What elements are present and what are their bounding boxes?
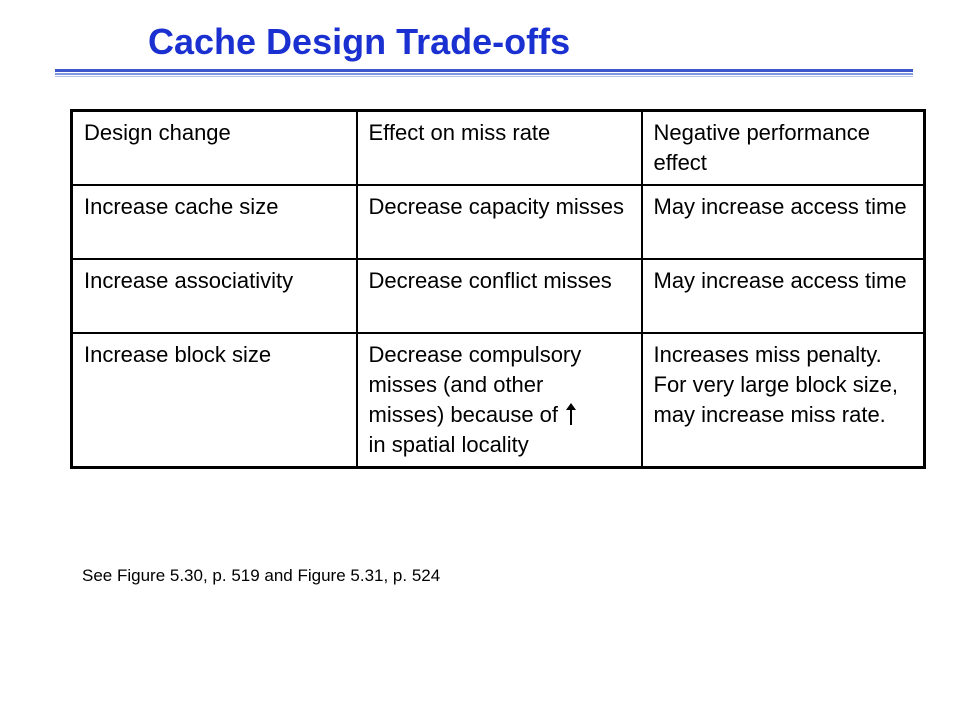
title-underline [55, 69, 913, 72]
figure-reference-note: See Figure 5.30, p. 519 and Figure 5.31, p. 524 [82, 566, 441, 585]
header-design-change: Design change [72, 111, 357, 186]
cell-negative-effect: May increase access time [642, 259, 925, 333]
cell-negative-effect: Increases miss penalty. For very large block size, may increase miss rate. [642, 333, 925, 468]
cell-design-change: Increase cache size [72, 185, 357, 259]
effect-line-3: misses) because of [368, 402, 559, 427]
cell-design-change: Increase associativity [72, 259, 357, 333]
header-negative-effect: Negative performance effect [642, 111, 925, 186]
title-underline-fade [55, 76, 913, 77]
table-row [72, 185, 925, 259]
table-row [72, 259, 925, 333]
slide-title: Cache Design Trade-offs [148, 21, 571, 62]
cell-design-change: Increase block size [72, 333, 357, 468]
cell-effect-on-miss-rate: Decrease capacity misses [357, 185, 642, 259]
table-header-row [72, 111, 925, 186]
cell-negative-effect: May increase access time [642, 185, 925, 259]
header-effect-on-miss-rate: Effect on miss rate [357, 111, 642, 186]
cell-effect-on-miss-rate: Decrease conflict misses [357, 259, 642, 333]
effect-line-4: in spatial locality [368, 432, 529, 457]
title-underline-shade [55, 73, 913, 75]
cell-effect-on-miss-rate [357, 333, 642, 468]
effect-line-1: Decrease compulsory [368, 342, 582, 367]
table-row [72, 333, 925, 468]
up-arrow-icon [566, 403, 576, 425]
effect-line-2: misses (and other [368, 372, 544, 397]
tradeoffs-table [70, 109, 926, 469]
